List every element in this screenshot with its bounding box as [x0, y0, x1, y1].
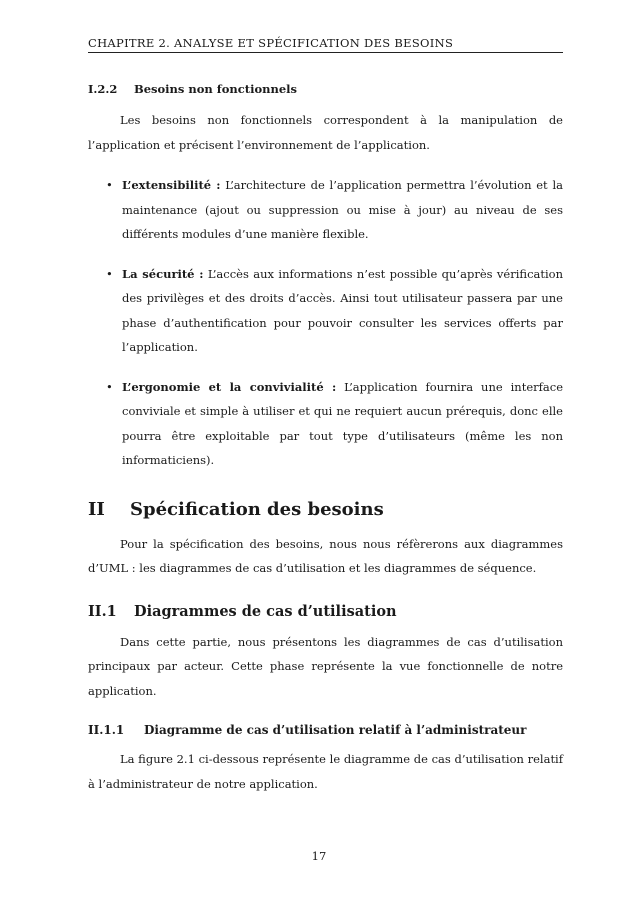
page-number: 17: [311, 849, 327, 863]
heading-title: Besoins non fonctionnels: [134, 82, 297, 96]
header-rule: [88, 52, 563, 53]
bullet-term: La sécurité :: [122, 266, 204, 281]
bullet-term: L’ergonomie et la convivialité :: [122, 379, 337, 394]
section-heading-specification: [88, 499, 563, 520]
bullet-text: L’application fournira une interface conviviale et simple à utiliser et qui ne requiert aucun prérequis, donc elle pourra être exploitable par tout type d’utilisateurs (même les non informaticiens).: [122, 379, 563, 467]
list-item-ergonomics: [88, 375, 563, 473]
bullet-text: L’accès aux informations n’est possible qu’après vérification des privilèges et des droits d’accès. Ainsi tout utilisateur passera par une phase d’authentification pour pouvoir consulter les services offerts par l’application.: [122, 266, 563, 354]
heading-title: Diagrammes de cas d’utilisation: [134, 602, 397, 620]
bullet-icon: •: [106, 266, 113, 281]
heading-title: Spécification des besoins: [130, 498, 384, 520]
list-item-extensibility: [88, 173, 563, 247]
subsection-heading-use-case-diagrams: [88, 603, 563, 620]
page-body: [88, 82, 563, 796]
heading-number: II: [88, 498, 105, 520]
heading-number: II.1: [88, 602, 117, 620]
bullet-text: L’architecture de l’application permettra l’évolution et la maintenance (ajout ou suppression ou mise à jour) au niveau de ses différents modules d’une manière flexible.: [122, 178, 563, 241]
paragraph-admin-diagram-intro: La figure 2.1 ci-dessous représente le diagramme de cas d’utilisation relatif à l’administrateur de notre application.: [88, 752, 563, 791]
paragraph-use-case-intro: Dans cette partie, nous présentons les diagrammes de cas d’utilisation principaux par acteur. Cette phase représente la vue fonctionnelle de notre application.: [88, 634, 563, 698]
heading-title: Diagramme de cas d’utilisation relatif à l’administrateur: [144, 723, 527, 737]
heading-number: II.1.1: [88, 723, 125, 737]
bullet-icon: •: [106, 379, 113, 394]
paragraph-specification-intro: Pour la spécification des besoins, nous nous réfèrerons aux diagrammes d’UML : les diagrammes de cas d’utilisation et les diagrammes de séquence.: [88, 536, 563, 575]
bullet-icon: •: [106, 178, 113, 192]
subsection-heading-non-functional: [88, 82, 563, 96]
list-item-security: [88, 262, 563, 360]
bullet-term: L’extensibilité :: [122, 178, 221, 192]
subsubsection-heading-admin-diagram: [88, 723, 563, 737]
paragraph-non-functional-intro: Les besoins non fonctionnels correspondent à la manipulation de l’application et précisent l’environnement de l’application.: [88, 113, 563, 152]
heading-number: I.2.2: [88, 82, 118, 96]
running-header: CHAPITRE 2. ANALYSE ET SPÉCIFICATION DES BESOINS: [88, 36, 454, 50]
requirements-list: [88, 173, 563, 473]
